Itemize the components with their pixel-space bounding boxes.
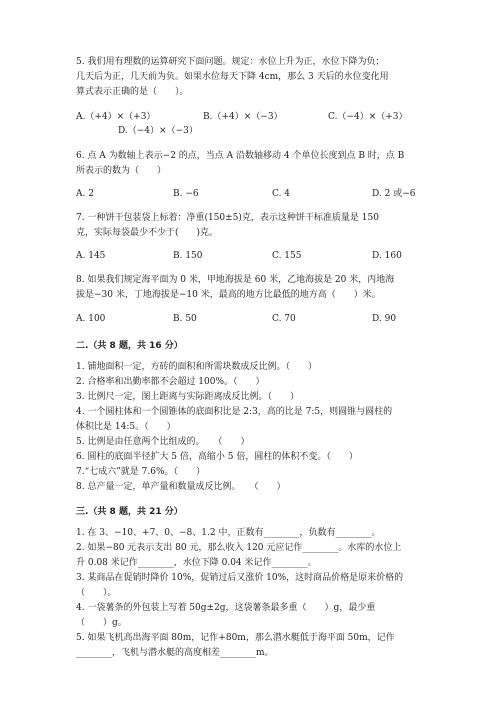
question-5-option-c[interactable]: C.（−4）×（+3） xyxy=(328,112,408,122)
section-3-item-2-line2: 升 0.08 米记作________，水位下降 0.04 米记作________。 xyxy=(76,558,317,568)
question-5-option-d[interactable]: D.（−4）×（−3） xyxy=(118,126,198,136)
section-3-item-3-line1: 3. 某商品在促销时降价 10%，促销过后又涨价 10%，这时商品价格是原来价格的 xyxy=(76,573,404,583)
question-7-option-b[interactable]: B. 150 xyxy=(173,251,203,261)
section-2-item-6: 6. 圆柱的底面半径扩大 5 倍，高缩小 5 倍，圆柱的体积不变。（ ） xyxy=(76,452,358,462)
question-7-option-c[interactable]: C. 155 xyxy=(272,251,302,261)
question-8-option-d[interactable]: D. 90 xyxy=(372,314,397,324)
question-8-option-c[interactable]: C. 70 xyxy=(272,314,296,324)
section-3-item-5-line2: ________，飞机与潜水艇的高度相差________m。 xyxy=(76,648,274,658)
question-5-option-a[interactable]: A.（+4）×（+3） xyxy=(76,112,156,122)
section-2-item-2: 2. 合格率和出勤率都不会超过 100%。（ ） xyxy=(76,377,265,387)
section-3-item-1: 1. 在 3、−10、+7、0、−8、1.2 中，正数有________，负数有________。 xyxy=(76,528,381,538)
section-2-item-4-line1: 4. 一个圆柱体和一个圆锥体的底面积比是 2:3，高的比是 7:5，则圆锥与圆柱的 xyxy=(76,407,393,417)
section-2-item-8: 8. 总产量一定，单产量和数量成反比例。 （ ） xyxy=(76,482,286,492)
section-3-item-5-line1: 5. 如果飞机高出海平面 80m，记作+80m，那么潜水艇低于海平面 50m，记作 xyxy=(76,633,395,643)
question-7-option-d[interactable]: D. 160 xyxy=(372,251,402,261)
section-3-item-4-line2: （ ）g。 xyxy=(76,618,127,628)
section-3-title: 三.（共 8 题，共 21 分） xyxy=(76,507,183,517)
section-3-item-3-line2: （ ）。 xyxy=(76,588,117,598)
section-2-title: 二.（共 8 题，共 16 分） xyxy=(76,341,183,351)
question-8-option-a[interactable]: A. 100 xyxy=(76,314,106,324)
section-2-item-1: 1. 铺地面积一定，方砖的面积和所需块数成反比例。（ ） xyxy=(76,362,317,372)
section-2-item-5: 5. 比例是由任意两个比组成的。 （ ） xyxy=(76,437,250,447)
question-6-option-b[interactable]: B. −6 xyxy=(173,189,199,199)
question-5-option-b[interactable]: B.（+4）×（−3） xyxy=(203,112,283,122)
question-7-stem-line2: 克，实际每袋最少不少于( )克。 xyxy=(76,228,219,238)
question-5-stem-line2: 几天后为正，几天前为负。如果水位每天下降 4cm，那么 3 天后的水位变化用 xyxy=(76,72,389,82)
question-7-stem-line1: 7. 一种饼干包装袋上标着：净重(150±5)克，表示这种饼干标准质量是 150 xyxy=(76,213,379,223)
question-7-option-a[interactable]: A. 145 xyxy=(76,251,106,261)
section-3-item-4-line1: 4. 一袋薯条的外包装上写着 50g±2g，这袋薯条最多重（ ）g，最少重 xyxy=(76,603,376,613)
question-5-stem-line1: 5. 我们用有理数的运算研究下面问题。规定：水位上升为正，水位下降为负； xyxy=(76,57,385,67)
question-6-stem-line2: 所表示的数为（ ） xyxy=(76,166,167,176)
question-8-stem-line1: 8. 如果我们规定海平面为 0 米，甲地海拔是 60 米，乙地海拔是 20 米，丙地海 xyxy=(76,275,395,285)
section-2-item-4-line2: 体积比是 14:5。（ ） xyxy=(76,422,176,432)
question-6-option-c[interactable]: C. 4 xyxy=(272,189,291,199)
section-2-item-3: 3. 比例尺一定，图上距离与实际距离成反比例。（ ） xyxy=(76,392,299,402)
question-6-stem-line1: 6. 点 A 为数轴上表示−2 的点，当点 A 沿数轴移动 4 个单位长度到点 B 时，点 B xyxy=(76,151,405,161)
question-8-stem-line2: 拔是−30 米，丁地海拔是−10 米，最高的地方比最低的地方高（ ）米。 xyxy=(76,290,381,300)
section-3-item-2-line1: 2. 如果−80 元表示支出 80 元，那么收入 120 元应记作________。水库的水位上 xyxy=(76,543,402,553)
section-2-item-7: 7.“七成六”就是 7.6%。（ ） xyxy=(76,467,206,477)
question-5-stem-line3: 算式表示正确的是（ ）。 xyxy=(76,87,189,97)
question-8-option-b[interactable]: B. 50 xyxy=(173,314,197,324)
question-6-option-a[interactable]: A. 2 xyxy=(76,189,94,199)
question-6-option-d[interactable]: D. 2 或−6 xyxy=(372,189,416,199)
